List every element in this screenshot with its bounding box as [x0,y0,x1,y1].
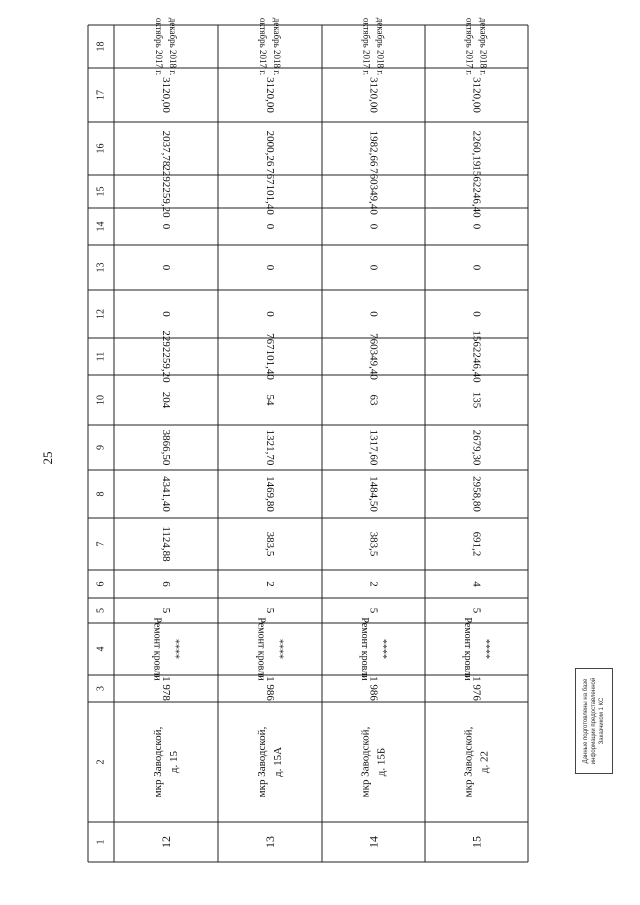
value-cell-c10: 204 [160,391,172,409]
value-cell-c7: 691,2 [470,531,483,557]
value-cell-c6: 2 [367,581,380,587]
value-cell-c17: 3120,00 [264,77,276,113]
value-cell-c15: 2292259,20 [160,165,172,218]
value-cell-c8: 4341,40 [160,476,172,512]
address-line-1: мкр Заводской, [359,726,372,798]
address-line-2: д. 15Б [375,747,388,777]
year-cell: 1 986 [367,676,380,701]
value-cell-c9: 1321,70 [264,429,276,466]
work-note-cell: **** [377,639,388,659]
work-note-cell: **** [480,639,491,659]
value-cell-c8: 1469,80 [264,476,276,512]
value-cell-c10: 63 [367,394,380,406]
column-number-1: 1 [95,839,107,845]
info-stamp [575,668,613,774]
column-number-9: 9 [95,445,107,450]
value-cell-c9: 3866,50 [160,429,172,466]
value-cell-c7: 383,5 [264,531,276,557]
value-cell-c13: 0 [160,264,172,271]
year-cell: 1 986 [264,676,276,701]
value-cell-c5: 5 [470,607,483,614]
address-line-1: мкр Заводской, [256,726,268,798]
column-number-11: 11 [95,351,107,362]
work-note-cell: **** [169,639,181,659]
value-cell-c6: 4 [470,581,483,587]
stamp-line-1: Данные подготовлены на базе [583,678,589,764]
address-line-2: д. 15А [272,746,284,778]
value-cell-c12: 0 [367,311,380,317]
value-cell-c14: 0 [367,223,380,230]
row-number-cell: 12 [159,836,173,848]
value-cell-c9: 2679,30 [470,429,483,466]
period-end-cell: декабрь 2018 г. [272,17,282,76]
work-type-cell: Ремонт кровли [255,617,267,681]
work-type-cell: Ремонт кровли [359,617,370,681]
value-cell-c6: 2 [264,581,276,587]
value-cell-c12: 0 [264,311,276,317]
value-cell-c14: 0 [264,223,276,230]
value-cell-c10: 54 [264,394,276,406]
address-line-1: мкр Заводской, [462,726,475,798]
value-cell-c10: 135 [470,391,483,409]
work-type-cell: Ремонт кровли [462,617,473,681]
column-number-10: 10 [95,395,107,405]
value-cell-c11: 767101,40 [264,333,276,380]
column-number-3: 3 [95,686,107,691]
column-number-4: 4 [95,646,107,652]
column-number-16: 16 [95,143,107,154]
value-cell-c8: 1484,50 [367,476,380,512]
row-number-cell: 13 [263,836,277,848]
value-cell-c17: 3120,00 [160,77,172,113]
address-line-1: мкр Заводской, [152,726,164,798]
value-cell-c12: 0 [160,311,172,317]
value-cell-c13: 0 [264,264,276,271]
stamp-line-2: информации предоставленной [591,677,597,765]
value-cell-c9: 1317,60 [367,429,380,466]
address-line-2: д. 15 [168,750,180,774]
column-number-8: 8 [95,491,107,497]
value-cell-c6: 6 [160,581,172,587]
value-cell-c7: 383,5 [367,531,380,557]
row-number-cell: 15 [469,836,484,848]
value-cell-c7: 1124,88 [160,526,172,562]
value-cell-c16: 2037,78 [160,130,172,167]
value-cell-c17: 3120,00 [367,77,380,113]
column-number-6: 6 [95,581,107,587]
period-end-cell: декабрь 2018 г. [478,17,489,76]
column-number-17: 17 [95,90,107,100]
period-end-cell: декабрь 2018 г. [168,17,178,76]
value-cell-c5: 5 [367,607,380,614]
column-number-18: 18 [95,41,107,52]
value-cell-c11: 2292259,20 [160,330,172,383]
period-start-cell: октябрь 2017 г. [464,17,475,76]
address-line-2: д. 22 [478,750,491,774]
column-number-13: 13 [95,262,107,273]
column-number-15: 15 [95,186,107,197]
column-number-14: 14 [95,221,107,232]
value-cell-c16: 2260,19 [470,130,483,167]
stamp-line-3: Заказчиком 1 КС [599,697,605,745]
value-cell-c14: 0 [470,223,483,230]
value-cell-c17: 3120,00 [470,77,483,113]
value-cell-c13: 0 [367,264,380,271]
period-start-cell: октябрь 2017 г. [258,17,268,76]
value-cell-c5: 5 [264,607,276,614]
column-number-2: 2 [95,759,107,765]
period-end-cell: декабрь 2018 г. [375,17,386,76]
work-note-cell: **** [273,639,285,659]
value-cell-c14: 0 [160,223,172,230]
column-number-7: 7 [95,541,107,547]
column-number-12: 12 [95,309,107,319]
value-cell-c15: 760349,40 [367,168,380,215]
row-number-cell: 14 [366,836,381,848]
value-cell-c13: 0 [470,264,483,271]
column-number-5: 5 [95,608,107,613]
value-cell-c11: 760349,40 [367,333,380,380]
value-cell-c16: 1982,66 [367,130,380,167]
period-start-cell: октябрь 2017 г. [154,17,164,76]
value-cell-c11: 1562246,40 [470,330,483,383]
value-cell-c15: 767101,40 [264,168,276,215]
value-cell-c5: 5 [160,607,172,614]
value-cell-c8: 2958,80 [470,476,483,512]
value-cell-c15: 1562246,40 [470,165,483,218]
page-number: 25 [40,451,55,465]
year-cell: 1 978 [160,676,172,701]
period-start-cell: октябрь 2017 г. [361,17,372,76]
year-cell: 1 976 [470,676,483,701]
work-type-cell: Ремонт кровли [151,617,163,681]
value-cell-c12: 0 [470,311,483,317]
value-cell-c16: 2000,26 [264,130,276,167]
